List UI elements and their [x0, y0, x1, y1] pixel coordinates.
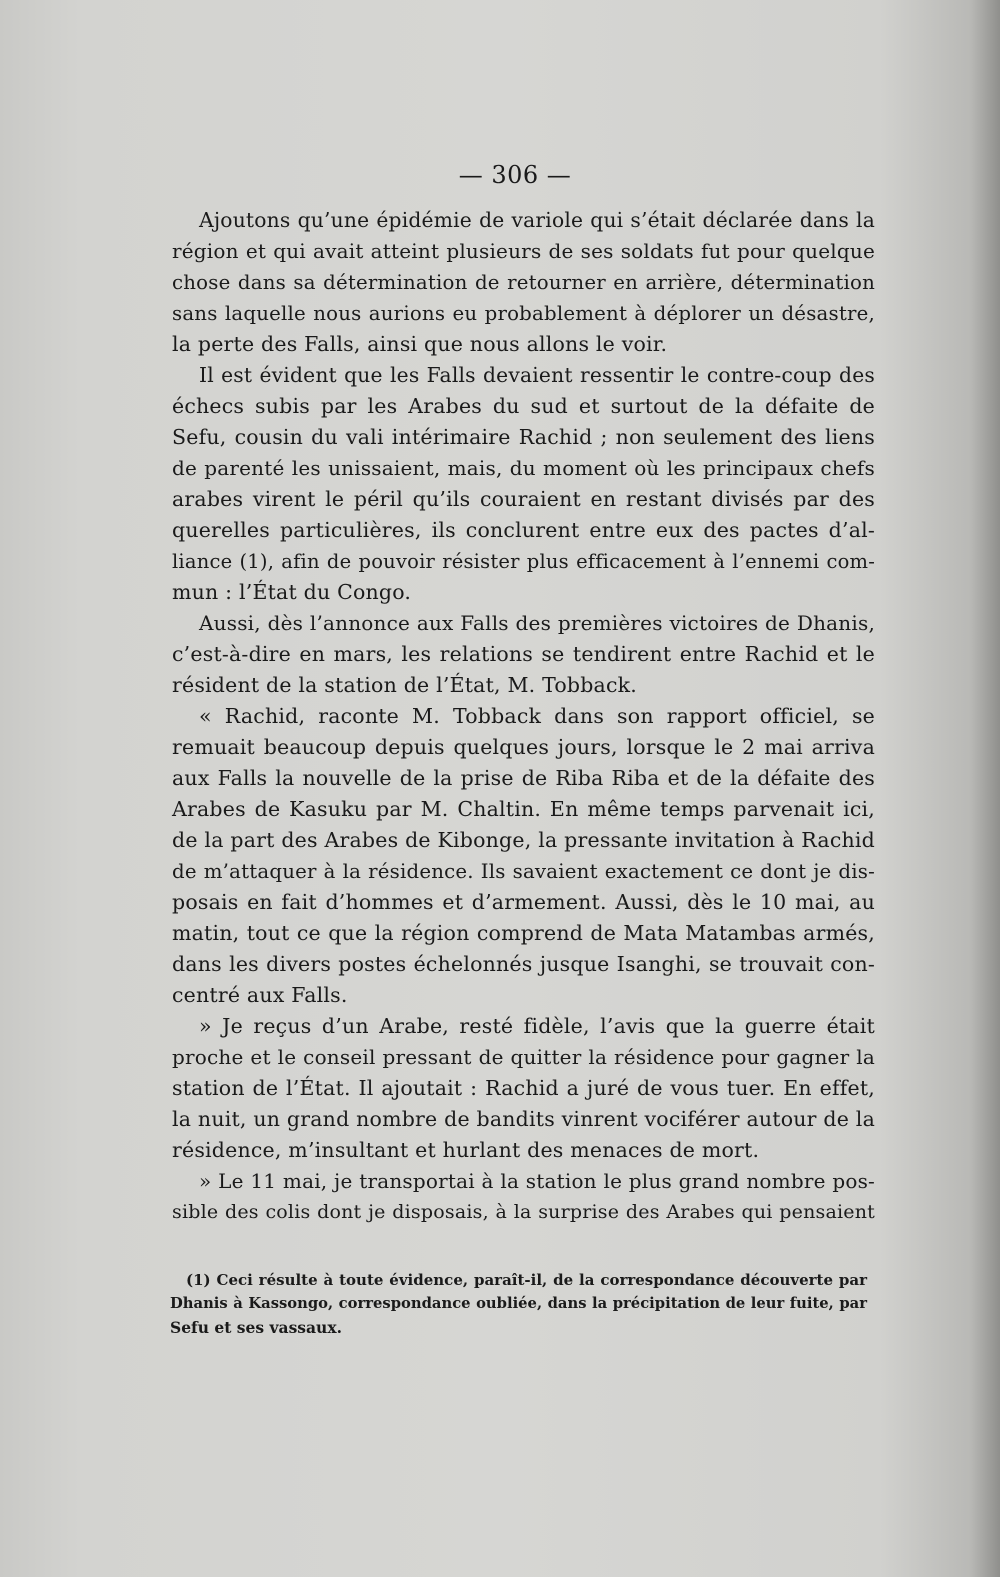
- text-line: matin, tout ce que la région comprend de Mata Matambas armés,: [172, 921, 875, 945]
- text-line: proche et le conseil pressant de quitter la résidence pour gagner la: [172, 1045, 875, 1069]
- page-number: — 306 —: [458, 161, 572, 189]
- text-line: échecs subis par les Arabes du sud et surtout de la défaite de: [172, 394, 875, 418]
- text-line: liance (1), afin de pouvoir résister plus efficacement à l’ennemi com-: [172, 550, 875, 573]
- text-line: dans les divers postes échelonnés jusque Isanghi, se trouvait con-: [172, 952, 875, 976]
- footnote-line: Sefu et ses vassaux.: [170, 1318, 342, 1337]
- text-line: de m’attaquer à la résidence. Ils savaient exactement ce dont je dis-: [172, 860, 875, 883]
- text-line: c’est-à-dire en mars, les relations se tendirent entre Rachid et le: [172, 642, 875, 666]
- text-line: résident de la station de l’État, M. Tobback.: [172, 673, 637, 697]
- text-line: région et qui avait atteint plusieurs de ses soldats fut pour quelque: [172, 239, 875, 263]
- text-line: remuait beaucoup depuis quelques jours, lorsque le 2 mai arriva: [172, 735, 875, 759]
- text-line: querelles particulières, ils conclurent entre eux des pactes d’al-: [172, 518, 875, 542]
- text-line: sible des colis dont je disposais, à la surprise des Arabes qui pensaient: [172, 1201, 875, 1223]
- text-line: de parenté les unissaient, mais, du moment où les principaux chefs: [172, 456, 875, 480]
- footnote-line: Dhanis à Kassongo, correspondance oubliée, dans la précipitation de leur fuite, par: [170, 1295, 867, 1312]
- text-line: Ajoutons qu’une épidémie de variole qui s’était déclarée dans la: [199, 208, 875, 232]
- text-line: mun : l’État du Congo.: [172, 580, 412, 604]
- text-line: » Le 11 mai, je transportai à la station le plus grand nombre pos-: [199, 1169, 875, 1193]
- text-line: centré aux Falls.: [172, 983, 348, 1007]
- footnote-line: (1) Ceci résulte à toute évidence, paraît-il, de la correspondance découverte par: [186, 1271, 867, 1289]
- text-line: Arabes de Kasuku par M. Chaltin. En même temps parvenait ici,: [172, 797, 875, 821]
- footnote: [170, 1268, 867, 1340]
- text-line: arabes virent le péril qu’ils couraient en restant divisés par des: [172, 487, 875, 511]
- body-text: [172, 205, 875, 1228]
- text-line: la perte des Falls, ainsi que nous allons le voir.: [172, 332, 668, 356]
- text-line: Sefu, cousin du vali intérimaire Rachid ; non seulement des liens: [172, 425, 875, 449]
- text-line: aux Falls la nouvelle de la prise de Riba Riba et de la défaite des: [172, 766, 875, 790]
- text-line: Aussi, dès l’annonce aux Falls des premières victoires de Dhanis,: [199, 611, 875, 635]
- text-line: la nuit, un grand nombre de bandits vinrent vociférer autour de la: [172, 1107, 875, 1131]
- text-line: Il est évident que les Falls devaient ressentir le contre-coup des: [199, 363, 875, 387]
- text-line: posais en fait d’hommes et d’armement. Aussi, dès le 10 mai, au: [172, 890, 875, 914]
- text-line: station de l’État. Il ajoutait : Rachid a juré de vous tuer. En effet,: [172, 1076, 875, 1100]
- text-line: résidence, m’insultant et hurlant des menaces de mort.: [172, 1138, 760, 1162]
- text-line: « Rachid, raconte M. Tobback dans son rapport officiel, se: [199, 704, 875, 728]
- text-line: sans laquelle nous aurions eu probablement à déplorer un désastre,: [172, 302, 875, 325]
- text-line: chose dans sa détermination de retourner en arrière, détermination: [172, 271, 875, 294]
- text-line: » Je reçus d’un Arabe, resté fidèle, l’avis que la guerre était: [199, 1014, 875, 1038]
- text-line: de la part des Arabes de Kibonge, la pressante invitation à Rachid: [172, 828, 875, 852]
